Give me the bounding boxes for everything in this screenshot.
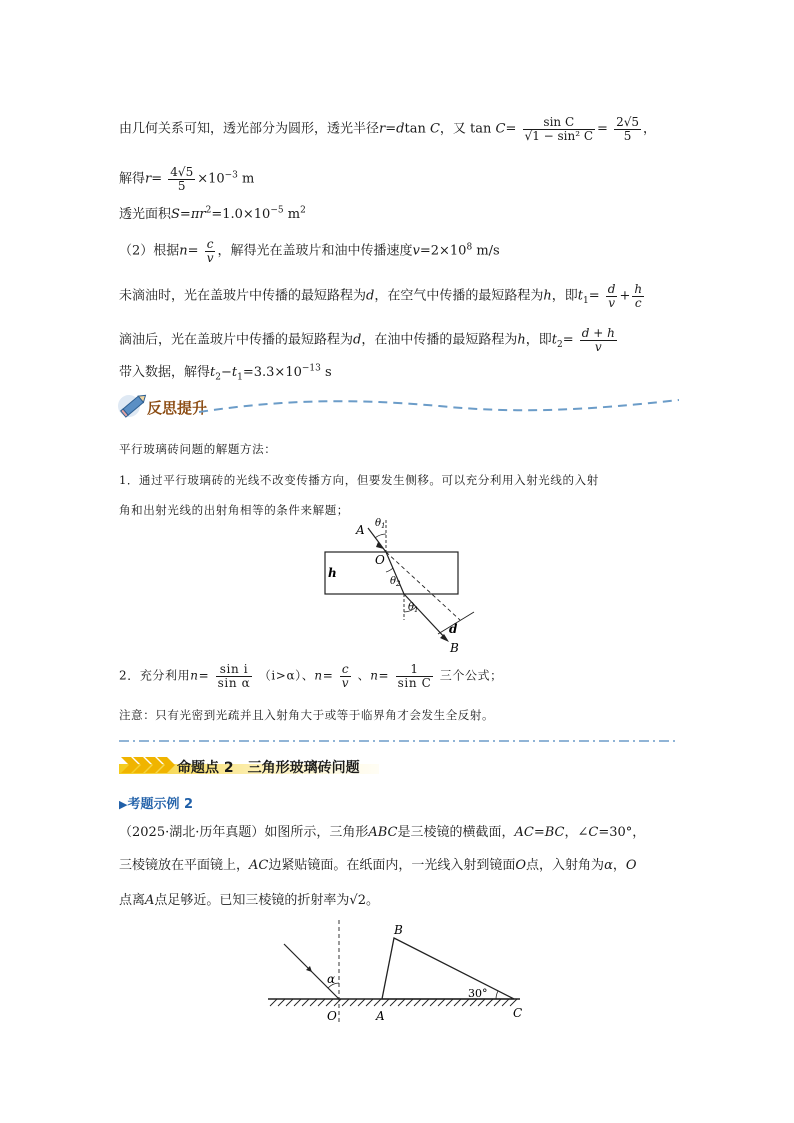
text: （2）根据 <box>119 243 180 259</box>
topic-header <box>119 754 379 776</box>
fraction-r <box>168 166 195 192</box>
fraction-cv <box>205 238 216 264</box>
text: =30°， <box>598 825 646 840</box>
example-line-2 <box>119 859 637 872</box>
var-d: d <box>353 332 362 348</box>
denominator: v <box>206 250 214 265</box>
reflection-title: 反思提升 <box>147 399 208 417</box>
fraction-cv <box>340 663 351 689</box>
text: ， <box>612 858 626 873</box>
numerator: c <box>340 663 351 677</box>
denominator: c <box>634 295 642 310</box>
exponent: 2 <box>300 205 306 216</box>
label-d: d <box>449 622 458 636</box>
text: = <box>322 668 334 683</box>
var-AC: AC <box>249 858 269 873</box>
var-alpha: α <box>604 858 613 873</box>
var-A: A <box>145 893 155 908</box>
var-h: h <box>543 288 552 304</box>
text: 点足够近。已知三棱镜的折射率为 <box>154 893 350 908</box>
text: = <box>378 668 390 683</box>
solution-line-5 <box>119 283 646 309</box>
label-B: B <box>394 923 403 937</box>
text: = <box>562 332 574 348</box>
text: 点，入射角为 <box>526 858 605 873</box>
text: ，在油中传播的最短路程为 <box>361 332 518 348</box>
emergent-ray <box>404 594 447 640</box>
fraction-tanC <box>523 116 596 142</box>
var-r: r <box>379 121 386 137</box>
label-A: A <box>356 523 365 537</box>
text: 2．充分利用 <box>119 668 191 683</box>
denominator: sin α <box>217 675 251 690</box>
var-t: t <box>231 365 238 380</box>
text: ×10 <box>197 171 225 187</box>
denominator: v <box>594 339 602 354</box>
fraction-1sinC <box>396 663 434 689</box>
exponent: −3 <box>224 170 238 181</box>
numerator: h <box>634 282 643 296</box>
text: ，又 tan <box>439 121 492 137</box>
reflection-item1-a: 1．通过平行玻璃砖的光线不改变传播方向，但要发生侧移。可以充分利用入射光线的入射 <box>119 473 599 487</box>
reflection-header <box>117 390 677 424</box>
solution-line-2 <box>119 166 254 192</box>
exponent: 2 <box>205 205 212 216</box>
label-B: B <box>450 641 459 655</box>
numerator: 2√5 <box>616 115 640 129</box>
var-d: d <box>396 121 405 137</box>
unit: s <box>320 365 332 380</box>
text: ， <box>643 121 657 137</box>
parallel-slab-figure <box>316 516 496 656</box>
label-theta1: $\theta_1$ <box>375 518 386 530</box>
text: =1.0×10 <box>211 207 271 222</box>
solution-line-3 <box>119 205 306 222</box>
arrow-head <box>440 634 449 642</box>
var-t: t <box>577 288 583 304</box>
example-line-1 <box>119 826 645 839</box>
reflection-item2 <box>119 663 503 689</box>
subscript: 2 <box>215 372 221 383</box>
var-ABC: ABC <box>368 825 398 840</box>
var-h: h <box>517 332 526 348</box>
var-t: t <box>551 332 557 348</box>
fraction-hc <box>632 283 644 309</box>
label-theta1-exit: $\theta_1$ <box>408 602 419 614</box>
mirror-hatching <box>270 999 517 1006</box>
text: 带入数据，解得 <box>119 365 211 380</box>
sqrt-2: √2 <box>349 893 366 908</box>
var-v: v <box>412 243 420 259</box>
text: ，解得光在盖玻片和油中传播速度 <box>217 243 413 259</box>
triangle-icon: ▶ <box>119 798 128 811</box>
solution-line-1 <box>119 116 656 142</box>
var-n: n <box>179 243 188 259</box>
unit: m <box>237 171 255 187</box>
reflection-heading: 平行玻璃砖问题的解题方法： <box>119 442 277 456</box>
pencil-icon <box>117 390 151 420</box>
text: =2×10 <box>419 243 467 259</box>
label-h: h <box>328 566 337 580</box>
text: 滴油后，光在盖玻片中传播的最短路程为 <box>119 332 354 348</box>
label-angle-30: 30° <box>468 987 488 1000</box>
text: = <box>597 121 608 137</box>
text: 、 <box>357 668 371 683</box>
prism-mirror-figure <box>264 918 534 1026</box>
dashed-wave-divider <box>199 390 679 420</box>
var-AC: AC <box>514 825 534 840</box>
fraction-value <box>614 116 641 142</box>
example-label <box>119 793 193 812</box>
numerator: 1 <box>396 663 434 677</box>
subscript: 2 <box>556 340 563 351</box>
var-d: d <box>366 288 375 304</box>
text: 边紧贴镜面。在纸面内，一光线入射到镜面 <box>268 858 516 873</box>
unit: m/s <box>472 243 500 259</box>
text: 三个公式； <box>439 668 503 683</box>
text: （i>α）、 <box>258 668 315 683</box>
denominator: 5 <box>623 128 632 143</box>
solution-line-6 <box>119 327 619 353</box>
numerator: 4√5 <box>170 165 194 179</box>
denominator: sin C <box>397 675 432 690</box>
var-C: C <box>495 121 506 137</box>
denominator: √1 − sin² C <box>524 128 594 143</box>
example-line-3 <box>119 894 379 907</box>
label-O: O <box>375 553 385 567</box>
var-C: C <box>588 825 599 840</box>
numerator: c <box>205 238 216 252</box>
section-divider <box>119 739 675 743</box>
var-n: n <box>314 668 323 683</box>
solution-line-7 <box>119 363 332 383</box>
label-A: A <box>376 1009 385 1023</box>
var-C: C <box>429 121 440 137</box>
numerator: d <box>607 282 616 296</box>
var-BC: BC <box>544 825 565 840</box>
subscript: 1 <box>237 372 243 383</box>
fraction-sini <box>216 663 253 689</box>
text: = <box>533 825 545 840</box>
var-r: r <box>145 171 152 187</box>
denominator: v <box>608 295 615 310</box>
text: 未滴油时，光在盖玻片中传播的最短路程为 <box>119 288 367 304</box>
var-O: O <box>515 858 527 873</box>
var-n: n <box>190 668 199 683</box>
label-alpha: α <box>327 972 336 986</box>
text: （2025·湖北·历年真题）如图所示，三角形 <box>119 825 369 840</box>
var-t: t <box>210 365 216 380</box>
text: =3.3×10 <box>242 365 302 380</box>
label-C: C <box>513 1006 523 1020</box>
angle-arc-30 <box>496 991 498 999</box>
refracted-ray <box>386 552 404 594</box>
text: − <box>220 365 232 380</box>
text: = <box>187 243 199 259</box>
angle-arc <box>375 534 386 538</box>
numerator: d + h <box>581 326 615 340</box>
text: 由几何关系可知，透光部分为圆形，透光半径 <box>119 121 380 137</box>
var-O: O <box>625 858 637 873</box>
angle-arc <box>386 568 393 572</box>
text: = <box>385 121 397 137</box>
text: 解得 <box>119 171 146 187</box>
exponent: −13 <box>301 363 321 374</box>
text: 。 <box>365 893 379 908</box>
topic-title: 命题点 2 三角形玻璃砖问题 <box>177 760 360 776</box>
var-n: n <box>370 668 379 683</box>
text: ，∠ <box>564 825 589 840</box>
text: ，在空气中传播的最短路程为 <box>374 288 544 304</box>
subscript: 1 <box>582 296 589 307</box>
exponent: 8 <box>466 242 473 253</box>
glass-slab <box>325 552 458 594</box>
fraction-dv <box>606 283 618 309</box>
text: = <box>198 668 210 683</box>
text: 三棱镜放在平面镜上， <box>119 858 250 873</box>
text: ，即 <box>525 332 552 348</box>
text: 透光面积 <box>119 207 172 222</box>
reflection-item1-b: 角和出射光线的出射角相等的条件来解题； <box>119 503 349 517</box>
numerator: sin i <box>216 663 253 677</box>
label-theta2: $\theta_2$ <box>390 576 401 588</box>
text: + <box>619 288 631 304</box>
denominator: 5 <box>177 178 186 193</box>
text: = <box>588 288 600 304</box>
fraction-dhv <box>580 327 617 353</box>
text: 是三棱镜的横截面， <box>397 825 515 840</box>
text: = <box>505 121 517 137</box>
reflection-note: 注意：只有光密到光疏并且入射角大于或等于临界角才会发生全反射。 <box>119 708 495 722</box>
formula: S=πr <box>171 207 206 222</box>
label-O: O <box>327 1009 337 1023</box>
text: 点离 <box>119 893 146 908</box>
solution-line-4 <box>119 238 500 264</box>
numerator: sin C <box>523 116 596 130</box>
unit: m <box>283 207 301 222</box>
example-label-text: 考题示例 2 <box>127 797 194 812</box>
prism-triangle <box>382 938 514 999</box>
denominator: v <box>341 675 350 690</box>
exponent: −5 <box>270 205 284 216</box>
text: = <box>151 171 163 187</box>
text: ，即 <box>551 288 578 304</box>
text: tan <box>404 121 426 137</box>
